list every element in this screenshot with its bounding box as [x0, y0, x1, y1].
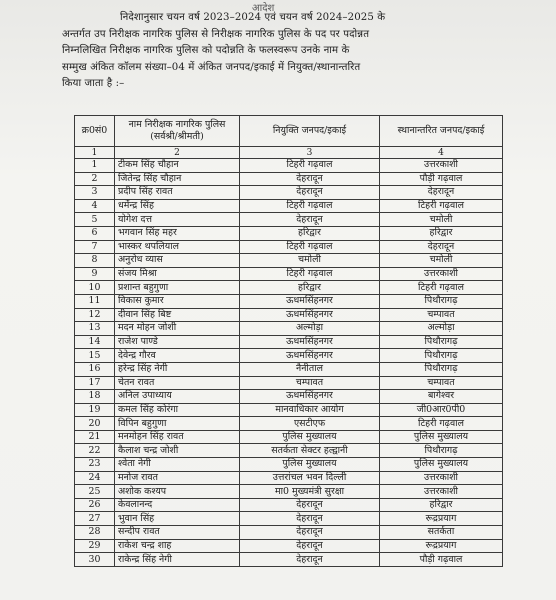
- row-name: राकेश चन्द्र शाह: [115, 539, 240, 553]
- row-posted-district: टिहरी गढ़वाल: [240, 267, 380, 281]
- intro-line: निदेशानुसार चयन वर्ष 2023–2024 एवं चयन वर्ष 2024–2025 के: [120, 12, 386, 23]
- row-serial: 15: [75, 349, 115, 363]
- row-posted-district: चमोली: [240, 254, 380, 268]
- row-posted-district: पुलिस मुख्यालय: [240, 430, 380, 444]
- row-name: संजय मिश्रा: [115, 267, 240, 281]
- intro-line: सम्मुख अंकित कॉलम संख्या–04 में अंकित जनपद/इकाई में नियुक्त/स्थानान्तरित: [62, 61, 361, 73]
- posting-table: [74, 115, 503, 567]
- row-name: राजेश पाण्डे: [115, 335, 240, 349]
- row-name: प्रदीप सिंह रावत: [115, 186, 240, 200]
- row-name: कैलाश चन्द्र जोशी: [115, 444, 240, 458]
- row-transferred-district: चमोली: [380, 213, 503, 227]
- row-posted-district: देहरादून: [240, 186, 380, 200]
- row-serial: 13: [75, 322, 115, 336]
- row-name: मदन मोहन जोशी: [115, 322, 240, 336]
- intro-line: निम्नलिखित निरीक्षक नागरिक पुलिस को पदोन्नति के फलस्वरूप उनके नाम के: [62, 45, 350, 56]
- row-name: हरेन्द्र सिंह नेगी: [115, 362, 240, 376]
- row-name: दीवान सिंह बिष्ट: [115, 308, 240, 322]
- row-posted-district: मानवाधिकार आयोग: [240, 403, 380, 417]
- row-name: अनिल उपाध्याय: [115, 390, 240, 404]
- table-row: [75, 335, 503, 349]
- row-serial: 30: [75, 553, 115, 567]
- row-serial: 3: [75, 186, 115, 200]
- row-name: भास्कर थपलियाल: [115, 240, 240, 254]
- table-row: [75, 471, 503, 485]
- row-serial: 25: [75, 485, 115, 499]
- row-transferred-district: उत्तरकाशी: [380, 159, 503, 173]
- table-row: [75, 526, 503, 540]
- row-name: केवलानन्द: [115, 498, 240, 512]
- table-row: [75, 172, 503, 186]
- row-posted-district: ऊधमसिंहनगर: [240, 335, 380, 349]
- table-row: [75, 322, 503, 336]
- row-serial: 4: [75, 199, 115, 213]
- header-serial: क्र0सं0: [75, 116, 115, 147]
- row-posted-district: नैनीताल: [240, 362, 380, 376]
- row-name: प्रशान्त बहुगुणा: [115, 281, 240, 295]
- row-name: विपिन बहुगुणा: [115, 417, 240, 431]
- table-row: [75, 498, 503, 512]
- table-row: [75, 294, 503, 308]
- row-name: मनोज रावत: [115, 471, 240, 485]
- table-row: [75, 376, 503, 390]
- row-name: अनुरोध व्यास: [115, 254, 240, 268]
- row-name: कमल सिंह कोरंगा: [115, 403, 240, 417]
- table-row: [75, 485, 503, 499]
- row-name: देवेन्द्र गौरव: [115, 349, 240, 363]
- row-posted-district: हरिद्वार: [240, 281, 380, 295]
- row-posted-district: देहरादून: [240, 213, 380, 227]
- row-posted-district: देहरादून: [240, 172, 380, 186]
- header-transferred-district: स्थानान्तरित जनपद/इकाई: [380, 116, 503, 147]
- row-posted-district: ऊधमसिंहनगर: [240, 390, 380, 404]
- row-transferred-district: उत्तरकाशी: [380, 471, 503, 485]
- row-name: धर्मेन्द्र सिंह: [115, 199, 240, 213]
- row-transferred-district: पिथौरागढ़: [380, 294, 503, 308]
- column-number: 3: [240, 147, 380, 159]
- table-row: [75, 213, 503, 227]
- row-transferred-district: बागेश्वर: [380, 390, 503, 404]
- row-transferred-district: उत्तरकाशी: [380, 267, 503, 281]
- row-transferred-district: पिथौरागढ़: [380, 444, 503, 458]
- column-number: 4: [380, 147, 503, 159]
- row-posted-district: चम्पावत: [240, 376, 380, 390]
- intro-line: किया जाता है :–: [62, 78, 125, 89]
- row-transferred-district: चम्पावत: [380, 308, 503, 322]
- row-name: विकास कुमार: [115, 294, 240, 308]
- table-row: [75, 512, 503, 526]
- row-posted-district: टिहरी गढ़वाल: [240, 199, 380, 213]
- table-header-row: [75, 116, 503, 147]
- row-serial: 18: [75, 390, 115, 404]
- row-transferred-district: पिथौरागढ़: [380, 349, 503, 363]
- row-posted-district: टिहरी गढ़वाल: [240, 159, 380, 173]
- table-row: [75, 553, 503, 567]
- row-serial: 24: [75, 471, 115, 485]
- document-heading: आदेश: [252, 3, 275, 14]
- row-name: जितेन्द्र सिंह चौहान: [115, 172, 240, 186]
- row-name: राकेन्द्र सिंह नेगी: [115, 553, 240, 567]
- row-transferred-district: पौड़ी गढ़वाल: [380, 553, 503, 567]
- row-transferred-district: चमोली: [380, 254, 503, 268]
- row-serial: 28: [75, 526, 115, 540]
- row-posted-district: पुलिस मुख्यालय: [240, 458, 380, 472]
- row-name: अशोक कश्यप: [115, 485, 240, 499]
- row-transferred-district: टिहरी गढ़वाल: [380, 199, 503, 213]
- row-posted-district: देहरादून: [240, 526, 380, 540]
- row-posted-district: देहरादून: [240, 498, 380, 512]
- row-posted-district: ऊधमसिंहनगर: [240, 349, 380, 363]
- row-name: टीकम सिंह चौहान: [115, 159, 240, 173]
- row-name: भुवान सिंह: [115, 512, 240, 526]
- row-serial: 8: [75, 254, 115, 268]
- row-transferred-district: पिथौरागढ़: [380, 335, 503, 349]
- table-row: [75, 186, 503, 200]
- header-posted-district: नियुक्ति जनपद/इकाई: [240, 116, 380, 147]
- table-row: [75, 403, 503, 417]
- row-serial: 5: [75, 213, 115, 227]
- table-row: [75, 417, 503, 431]
- row-serial: 21: [75, 430, 115, 444]
- table-row: [75, 308, 503, 322]
- row-serial: 27: [75, 512, 115, 526]
- table-row: [75, 539, 503, 553]
- row-serial: 10: [75, 281, 115, 295]
- row-serial: 19: [75, 403, 115, 417]
- row-posted-district: ऊधमसिंहनगर: [240, 308, 380, 322]
- row-transferred-district: पुलिस मुख्यालय: [380, 430, 503, 444]
- row-transferred-district: पुलिस मुख्यालय: [380, 458, 503, 472]
- row-serial: 1: [75, 159, 115, 173]
- row-transferred-district: रूद्रप्रयाग: [380, 539, 503, 553]
- row-posted-district: मा0 मुख्यमंत्री सुरक्षा: [240, 485, 380, 499]
- row-transferred-district: देहरादून: [380, 240, 503, 254]
- row-serial: 26: [75, 498, 115, 512]
- row-serial: 6: [75, 226, 115, 240]
- row-posted-district: उत्तरांचल भवन दिल्ली: [240, 471, 380, 485]
- row-posted-district: हरिद्वार: [240, 226, 380, 240]
- row-serial: 29: [75, 539, 115, 553]
- table-row: [75, 444, 503, 458]
- row-posted-district: देहरादून: [240, 539, 380, 553]
- table-row: [75, 362, 503, 376]
- row-transferred-district: टिहरी गढ़वाल: [380, 281, 503, 295]
- row-posted-district: एसटीएफ: [240, 417, 380, 431]
- row-serial: 2: [75, 172, 115, 186]
- row-posted-district: देहरादून: [240, 512, 380, 526]
- table-row: [75, 226, 503, 240]
- row-serial: 17: [75, 376, 115, 390]
- row-transferred-district: पौड़ी गढ़वाल: [380, 172, 503, 186]
- row-serial: 12: [75, 308, 115, 322]
- row-transferred-district: चम्पावत: [380, 376, 503, 390]
- row-posted-district: ऊधमसिंहनगर: [240, 294, 380, 308]
- row-transferred-district: हरिद्वार: [380, 226, 503, 240]
- row-transferred-district: टिहरी गढ़वाल: [380, 417, 503, 431]
- row-serial: 14: [75, 335, 115, 349]
- table-row: [75, 159, 503, 173]
- table-row: [75, 430, 503, 444]
- table-row: [75, 254, 503, 268]
- row-name: योगेश दत्त: [115, 213, 240, 227]
- row-transferred-district: रूद्रप्रयाग: [380, 512, 503, 526]
- row-transferred-district: हरिद्वार: [380, 498, 503, 512]
- row-serial: 11: [75, 294, 115, 308]
- row-posted-district: अल्मोड़ा: [240, 322, 380, 336]
- column-number: 2: [115, 147, 240, 159]
- row-transferred-district: देहरादून: [380, 186, 503, 200]
- row-transferred-district: सतर्कता: [380, 526, 503, 540]
- intro-line: अन्तर्गत उप निरीक्षक नागरिक पुलिस से निरीक्षक नागरिक पुलिस के पद पर पदोन्नत: [62, 28, 370, 40]
- intro-paragraph: [62, 10, 502, 93]
- table-row: [75, 390, 503, 404]
- table-row: [75, 458, 503, 472]
- column-number-row: [75, 147, 503, 159]
- row-name: मनमोहन सिंह रावत: [115, 430, 240, 444]
- row-serial: 23: [75, 458, 115, 472]
- table-row: [75, 349, 503, 363]
- row-name: चेतन रावत: [115, 376, 240, 390]
- row-posted-district: टिहरी गढ़वाल: [240, 240, 380, 254]
- header-name: नाम निरीक्षक नागरिक पुलिस (सर्वश्री/श्रीमती): [115, 116, 240, 147]
- row-transferred-district: पिथौरागढ़: [380, 362, 503, 376]
- table-row: [75, 281, 503, 295]
- row-serial: 16: [75, 362, 115, 376]
- table-row: [75, 199, 503, 213]
- row-name: श्वेता नेगी: [115, 458, 240, 472]
- table-row: [75, 240, 503, 254]
- row-posted-district: देहरादून: [240, 553, 380, 567]
- column-number: 1: [75, 147, 115, 159]
- row-serial: 22: [75, 444, 115, 458]
- row-name: सन्दीप रावत: [115, 526, 240, 540]
- row-name: भगवान सिंह महर: [115, 226, 240, 240]
- row-transferred-district: अल्मोड़ा: [380, 322, 503, 336]
- table-row: [75, 267, 503, 281]
- row-serial: 20: [75, 417, 115, 431]
- row-posted-district: सतर्कता सेक्टर हल्द्वानी: [240, 444, 380, 458]
- row-transferred-district: जी0आर0पी0: [380, 403, 503, 417]
- row-serial: 9: [75, 267, 115, 281]
- row-transferred-district: उत्तरकाशी: [380, 485, 503, 499]
- row-serial: 7: [75, 240, 115, 254]
